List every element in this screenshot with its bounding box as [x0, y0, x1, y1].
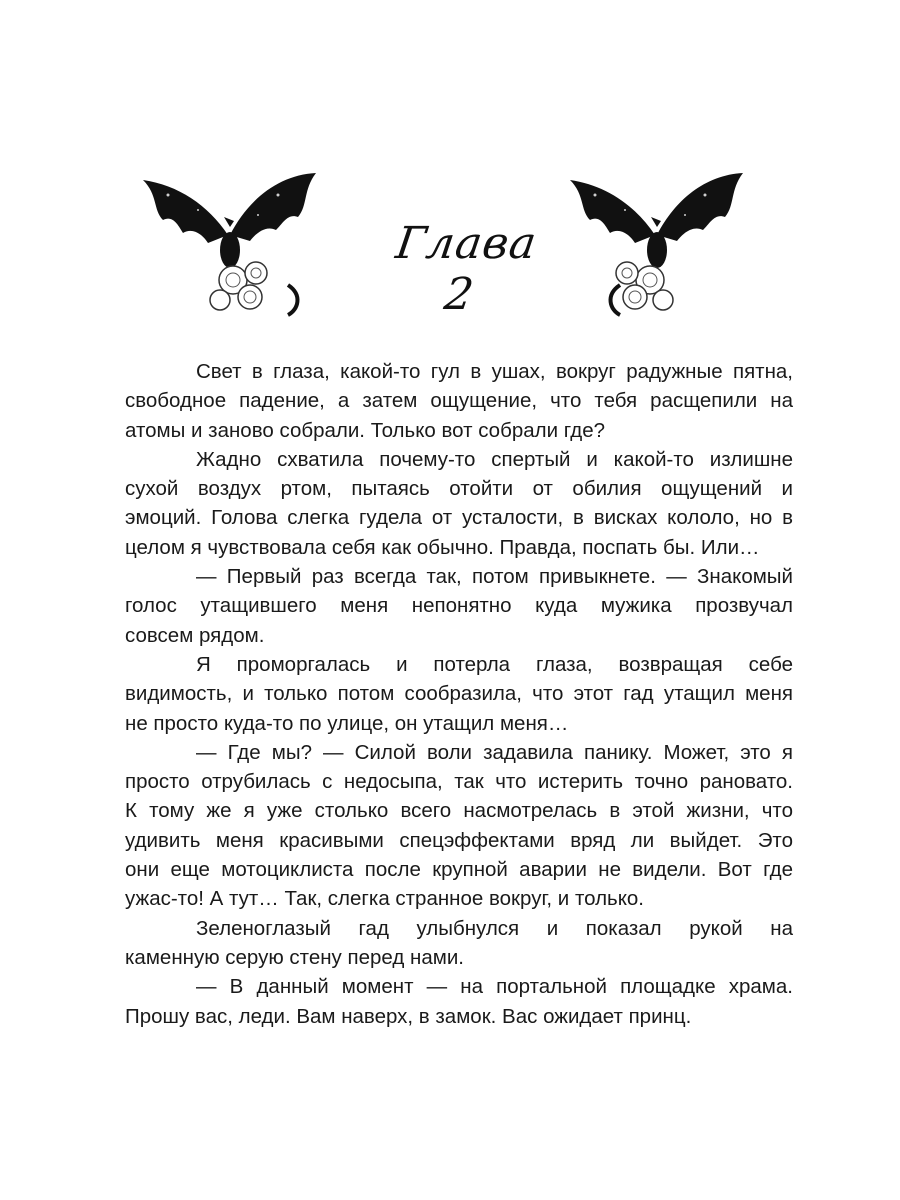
- chapter-title: Глава 2: [392, 218, 541, 320]
- text-line: К тому же я уже столько всего насмотрелась в этой жизни, что: [125, 799, 793, 823]
- text-line: атомы и заново собрали. Только вот собрали где?: [125, 418, 606, 442]
- dragon-rose-ornament-right: [565, 165, 745, 320]
- text-line: не просто куда-то по улице, он утащил меня…: [125, 711, 569, 735]
- text-line: Зеленоглазый гад улыбнулся и показал рукой на: [196, 916, 793, 940]
- text-line: свободное падение, а затем ощущение, что тебя расщепили на: [125, 389, 793, 413]
- text-line: — Первый раз всегда так, потом привыкнете. — Знакомый: [196, 565, 793, 589]
- text-line: ужас-то! А тут… Так, слегка странное вокруг, и только.: [125, 887, 645, 911]
- chapter-body-text: [125, 357, 793, 1031]
- text-line: эмоций. Голова слегка гудела от усталости, в висках кололо, но в: [125, 506, 793, 530]
- text-line: они еще мотоциклиста после крупной аварии не видели. Вот где: [125, 858, 793, 882]
- text-line: целом я чувствовала себя как обычно. Правда, поспать бы. Или…: [125, 535, 760, 559]
- text-line: совсем рядом.: [125, 623, 265, 647]
- text-line: — В данный момент — на портальной площадке храма.: [196, 975, 793, 999]
- text-line: сухой воздух ртом, пытаясь отойти от обилия ощущений и: [125, 477, 793, 501]
- text-line: Я проморгалась и потерла глаза, возвращая себе: [196, 652, 793, 676]
- text-line: Свет в глаза, какой-то гул в ушах, вокруг радужные пятна,: [196, 360, 793, 383]
- text-line: каменную серую стену перед нами.: [125, 945, 464, 969]
- text-line: — Где мы? — Силой воли задавила панику. Может, это я: [196, 740, 793, 764]
- text-line: видимость, и только потом сообразила, что этот гад утащил меня: [125, 682, 793, 706]
- text-line: удивить меня красивыми спецэффектами вряд ли выйдет. Это: [125, 828, 793, 852]
- text-line: просто отрубилась с недосыпа, так что истерить точно рановато.: [125, 770, 793, 794]
- text-line: Жадно схватила почему-то спертый и какой-то излишне: [196, 447, 793, 471]
- dragon-rose-ornament-left: [138, 165, 318, 320]
- text-line: Прошу вас, леди. Вам наверх, в замок. Вас ожидает принц.: [125, 1004, 692, 1028]
- text-line: голос утащившего меня непонятно куда мужика прозвучал: [125, 594, 793, 618]
